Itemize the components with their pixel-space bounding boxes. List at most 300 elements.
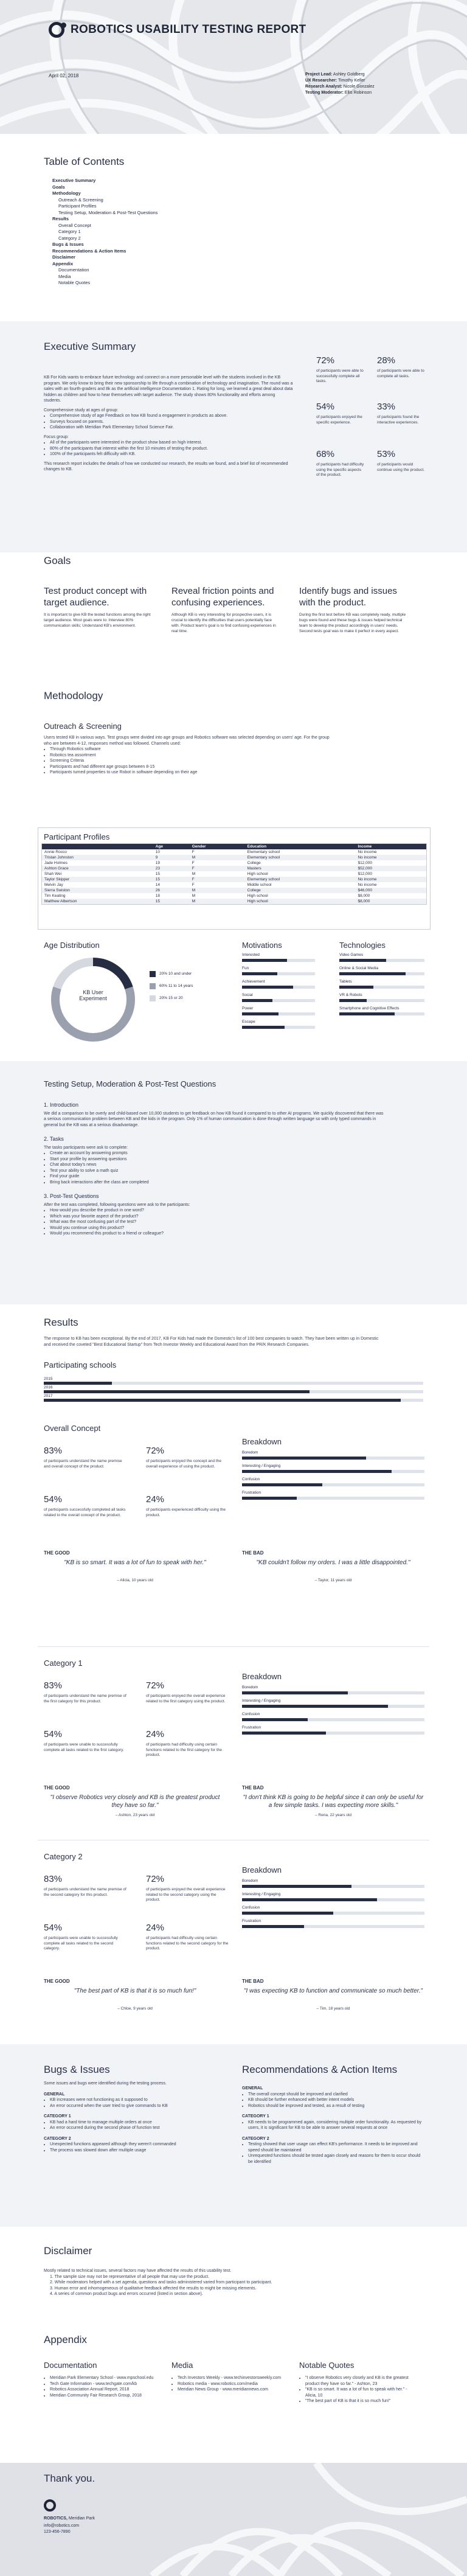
- bar-label: Smartphone and Cognitive Effects: [339, 1006, 400, 1011]
- exec-focus-head: Focus group:: [44, 434, 69, 439]
- table-cell: Shah Wei: [44, 872, 62, 876]
- list-item: • Would you continue using this product?: [50, 1225, 384, 1231]
- list-item: • The process was slowed down after multiple usage: [50, 2148, 226, 2154]
- table-cell: M: [192, 894, 196, 898]
- bar-label: Interesting / Engaging: [242, 1892, 281, 1896]
- table-cell: Melvin Jay: [44, 883, 63, 887]
- table-cell: M: [190, 899, 245, 905]
- list-item: • The overall concept should be improved and clarified: [248, 2092, 424, 2098]
- bar-fill: [339, 999, 367, 1002]
- participant-profiles-table: [41, 843, 427, 905]
- stat-caption: of participants enjoyed the overall experience related to the second category using the product.: [146, 1887, 226, 1902]
- table-cell: M: [190, 888, 245, 893]
- list-item: • 80% of the participants that interest within the first 10 minutes of testing the product.: [50, 446, 293, 452]
- disclaimer-title: Disclaimer: [44, 2245, 92, 2257]
- toc-item[interactable]: Media: [58, 273, 71, 279]
- toc-item[interactable]: Category 2: [58, 235, 81, 241]
- bar-fill: [242, 1925, 304, 1928]
- bar-fill: [339, 959, 386, 962]
- table-cell: Elementary school: [245, 855, 356, 860]
- bar-fill: [242, 1470, 392, 1473]
- table-row: [42, 893, 427, 899]
- table-cell: No income: [358, 850, 377, 854]
- school-year-label: 2016: [44, 1385, 53, 1390]
- bar-label: Boredom: [242, 1879, 258, 1883]
- table-cell: Tristan Johnston: [42, 855, 153, 860]
- list-item: • 100% of the participants felt difficulty with KB.: [50, 451, 293, 458]
- table-cell: No income: [355, 877, 426, 882]
- table-cell: 9: [153, 855, 190, 860]
- table-cell: Matthew Albertson: [42, 899, 153, 905]
- exec-bullets-head: Comprehensive study at ages of group:: [44, 408, 119, 413]
- disclaimer-item: 1. The sample size may not be representative of all people that may use the product.: [50, 2274, 210, 2279]
- stat-caption: of participants had difficulty using certain functions related to the first category for the product.: [146, 1742, 223, 1757]
- table-cell: High school: [245, 899, 356, 905]
- appendix-item[interactable]: • Meridian Community Fair Research Group, 2018: [50, 2393, 159, 2399]
- table-cell: No income: [358, 883, 377, 887]
- list-item: • KB increases were not functioning as it supposed to: [50, 2097, 226, 2103]
- table-cell: 14: [155, 883, 160, 887]
- stat-caption: of participants were able to successfully complete all tasks.: [316, 369, 364, 383]
- table-cell: High school: [247, 894, 268, 898]
- bar-label: Frustration: [242, 1491, 261, 1495]
- credit-person: Nicole Gonzalez: [343, 85, 375, 89]
- footer-company-name: ROBOTICS,: [44, 2516, 67, 2521]
- list-item: • Bring back interactions after the class are completed: [50, 1180, 384, 1186]
- cover-header: [0, 0, 467, 134]
- outreach-paragraph: Users tested KB in various ways. Test groups were divided into age groups and Robotics software was selected depending on users' age. For the group who are between 4-12, responses method was followed. Channels used:: [44, 736, 330, 746]
- toc-item[interactable]: Goals: [52, 184, 65, 190]
- goal-card: [44, 585, 153, 628]
- table-cell: Middle school: [247, 883, 272, 887]
- disclaimer-list: [44, 2274, 384, 2297]
- legend-swatch: [150, 995, 156, 1001]
- table-row: [42, 882, 427, 888]
- table-cell: Tim Keating: [44, 894, 66, 898]
- credit-role: UX Researcher:: [305, 78, 337, 83]
- bar-fill: [242, 1457, 366, 1460]
- stat-value: 83%: [44, 1446, 63, 1456]
- bar-fill: [242, 1732, 326, 1735]
- table-cell: M: [192, 872, 196, 876]
- thank-you-title: Thank you.: [44, 2473, 95, 2484]
- appendix-title: Appendix: [44, 2334, 87, 2345]
- toc-item[interactable]: Bugs & Issues: [52, 242, 84, 247]
- school-year-label: 2015: [44, 1377, 53, 1381]
- bar-fill: [242, 999, 272, 1002]
- credit-line: [305, 90, 375, 96]
- goal-heading: Test product concept with target audience.: [44, 586, 147, 608]
- motivations-title: Motivations: [242, 941, 282, 950]
- bar-fill: [242, 972, 277, 975]
- stat-value: 68%: [316, 449, 335, 459]
- school-bar: [44, 1399, 401, 1402]
- technologies-title: Technologies: [339, 941, 386, 950]
- table-cell: 19: [155, 861, 160, 865]
- group-list: [44, 2120, 226, 2131]
- appendix-list: [44, 2375, 159, 2398]
- intro-paragraph: We did a comparison to be overly and child-based over 10,000 students to get feedback on how KB found it compared to to other AI programs. We quickly discovered that there was a serious communication problem between KB and the kids in the program. Only 1% of human communication is done through written language so with only typed commands in general but the KB was at a serious disadvantage.: [44, 1111, 384, 1127]
- table-row: [42, 855, 427, 860]
- bar-fill: [242, 1718, 308, 1721]
- bar-label: Power: [242, 1006, 254, 1011]
- column-header: Income: [355, 844, 426, 850]
- table-cell: M: [190, 855, 245, 860]
- table-cell: Elementary school: [245, 877, 356, 882]
- bad-quote-author: – Rena, 22 years old: [315, 1813, 351, 1817]
- table-cell: Sierra Swiston: [42, 888, 153, 893]
- list-item: • Collaboration with Meridian Park Elementary School Science Fair.: [50, 425, 293, 431]
- list-item: • KB had a hard time to manage multiple orders at once: [50, 2120, 226, 2126]
- footer-company-place: Meridian Park: [68, 2516, 95, 2521]
- footer-email[interactable]: info@robotics.com: [44, 2524, 80, 2528]
- bar-fill: [339, 986, 373, 989]
- good-quote: "The best part of KB is that it is so much fun!": [74, 1988, 196, 1994]
- stat-value: 24%: [146, 1729, 165, 1739]
- list-item: • Robotics tea assortment: [50, 753, 336, 759]
- table-header-row: [42, 844, 427, 850]
- post-test-questions: [44, 1208, 384, 1237]
- report-credits: [305, 72, 375, 96]
- table-cell: 10: [155, 850, 160, 854]
- appendix-item[interactable]: • Tech Gate Information - www.techgate.com/kb: [50, 2381, 159, 2387]
- stat-caption: of participants understand the name premise of the second category for this product.: [44, 1887, 126, 1897]
- report-title: ROBOTICS USABILITY TESTING REPORT: [71, 23, 306, 36]
- bar-fill: [242, 1691, 348, 1694]
- footer-logo-icon: [44, 2499, 56, 2512]
- credit-role: Project Lead:: [305, 72, 333, 77]
- toc-item[interactable]: Documentation: [58, 267, 89, 273]
- table-cell: Jade Holmes: [44, 861, 67, 865]
- stat-value: 54%: [44, 1729, 63, 1739]
- stat-value: 54%: [44, 1494, 63, 1505]
- toc-item[interactable]: Results: [52, 216, 69, 221]
- bar-label: Achievement: [242, 980, 265, 984]
- credit-person: Ellis Robinson: [344, 91, 372, 95]
- table-row: [42, 860, 427, 866]
- credit-role: Testing Moderator:: [305, 91, 344, 95]
- goal-heading: Identify bugs and issues with the product.: [299, 586, 397, 608]
- legend-swatch: [150, 971, 156, 977]
- list-item: • Unexpected functions appeared although they weren't commanded: [50, 2142, 226, 2148]
- column-header: [42, 844, 153, 850]
- bar-fill: [242, 1026, 285, 1029]
- stat-caption: of participants were able to complete all tasks.: [377, 369, 424, 378]
- group-list: [242, 2120, 424, 2131]
- bad-label: THE BAD: [242, 1550, 264, 1556]
- footer-phone: 123-456-7890: [44, 2530, 71, 2534]
- tasks-intro: The tasks participants were ask to complete:: [44, 1145, 128, 1150]
- age-distribution-title: Age Distribution: [44, 941, 100, 950]
- appendix-list: [171, 2375, 287, 2393]
- appendix-item[interactable]: • Robotics media - www.robotics.com/media: [178, 2381, 287, 2387]
- legend-swatch: [150, 983, 156, 989]
- exec-focus-list: [44, 440, 293, 458]
- recommendations-title: Recommendations & Action Items: [242, 2064, 398, 2075]
- group-list: [242, 2142, 424, 2165]
- stat-caption: of participants enjoyed the specific experience.: [316, 415, 362, 425]
- list-item: • Which was your favorite aspect of the product?: [50, 1214, 384, 1220]
- stat-value: 24%: [146, 1494, 165, 1505]
- divider: [38, 1646, 429, 1647]
- appendix-item[interactable]: • Meridian News Group - www.meridiannews.com: [178, 2387, 287, 2393]
- toc-title: Table of Contents: [44, 156, 125, 167]
- table-cell: F: [190, 866, 245, 871]
- bar-label: Boredom: [242, 1685, 258, 1690]
- stat-caption: of participants understand the name premise of the first category for this product.: [44, 1694, 126, 1704]
- table-cell: F: [192, 861, 195, 865]
- participating-schools-title: Participating schools: [44, 1360, 117, 1370]
- bar-fill: [242, 1898, 377, 1901]
- bar-fill: [242, 959, 287, 962]
- table-cell: F: [192, 883, 195, 887]
- bar-label: Confusion: [242, 1712, 260, 1716]
- setup-title: Testing Setup, Moderation & Post-Test Questions: [44, 1079, 216, 1088]
- list-item: • How would you describe the product in one word?: [50, 1208, 384, 1214]
- appendix-item[interactable]: • Robotics Association Annual Report, 2018: [50, 2387, 159, 2393]
- appendix-item[interactable]: • "The best part of KB is that it is so much fun!": [305, 2398, 415, 2404]
- bar-label: Confusion: [242, 1906, 260, 1910]
- bar-label: Frustration: [242, 1725, 261, 1730]
- stat-value: 28%: [377, 355, 396, 366]
- table-row: [42, 871, 427, 877]
- bar-label: Video Games: [339, 953, 364, 957]
- section-title: Overall Concept: [44, 1424, 101, 1433]
- bar-label: Confusion: [242, 1477, 260, 1481]
- list-item: • Unrequested functions should be tested again closely and reasons for them to occur should be identified: [248, 2153, 424, 2165]
- column-header: Gender: [190, 844, 245, 850]
- toc-item[interactable]: Testing Setup, Moderation & Post-Test Questions: [58, 209, 158, 215]
- list-item: • Create an account by answering prompts: [50, 1150, 384, 1157]
- stat-value: 83%: [44, 1680, 63, 1691]
- bar-label: Fun: [242, 966, 249, 970]
- good-quote: "KB is so smart. It was a lot of fun to speak with her.": [64, 1559, 206, 1566]
- post-test-intro: After the test was completed, following questions were ask to the participants:: [44, 1202, 190, 1207]
- bar-label: Interesting / Engaging: [242, 1699, 281, 1703]
- setup-text: [44, 1102, 384, 1237]
- stat-caption: of participants found the interactive experiences.: [377, 415, 420, 425]
- list-item: • Testing showed that user usage can effect KB's performance. It needs to be improved and speed should be maintained: [248, 2142, 424, 2153]
- bad-label: THE BAD: [242, 1785, 264, 1791]
- toc-item[interactable]: Disclaimer: [52, 254, 75, 260]
- appendix-item[interactable]: • Meridian Park Elementary School - www.mpschool.edu: [50, 2375, 159, 2381]
- stat-value: 72%: [146, 1874, 165, 1884]
- bar-fill: [242, 1497, 297, 1500]
- stat-value: 54%: [316, 402, 335, 412]
- stat-value: 24%: [146, 1923, 165, 1933]
- table-cell: $8,000: [358, 894, 370, 898]
- group-heading: GENERAL: [242, 2086, 263, 2090]
- bar-label: Tablets: [339, 980, 352, 984]
- toc-item[interactable]: Participant Profiles: [58, 203, 97, 209]
- list-item: • Screening Criteria: [50, 758, 336, 764]
- outreach-title: Outreach & Screening: [44, 722, 122, 731]
- appendix-list: [299, 2375, 415, 2404]
- credit-line: [305, 78, 375, 84]
- section-title: Category 1: [44, 1659, 83, 1668]
- good-label: THE GOOD: [44, 1979, 70, 1984]
- school-year-label: 2017: [44, 1394, 53, 1398]
- good-label: THE GOOD: [44, 1550, 70, 1556]
- good-quote-author: – Alicia, 10 years old: [117, 1578, 153, 1582]
- appendix-item[interactable]: • "KB is so smart. It was a lot of fun to speak with her." - Alicia, 10: [305, 2387, 415, 2398]
- table-cell: $12,000: [358, 861, 372, 865]
- stat-caption: of participants enjoyed the concept and the overall experience of using the product.: [146, 1459, 221, 1469]
- legend-label: 60% 11 to 14 years: [159, 984, 193, 988]
- school-bar: [44, 1390, 310, 1393]
- bad-label: THE BAD: [242, 1979, 264, 1984]
- stat-value: 54%: [44, 1923, 63, 1933]
- school-bar: [44, 1382, 112, 1385]
- stat-value: 72%: [146, 1680, 165, 1691]
- list-item: • An error occurred during the second phase of function test: [50, 2125, 226, 2131]
- goal-card: [171, 585, 281, 634]
- list-item: • Find your guide: [50, 1174, 384, 1180]
- appendix-column-title: Notable Quotes: [299, 2361, 355, 2370]
- bar-fill: [242, 1705, 388, 1708]
- company-logo-icon: [49, 22, 64, 38]
- list-item: • Would you recommend this product to a friend or colleague?: [50, 1231, 384, 1237]
- table-cell: F: [190, 877, 245, 882]
- table-row: [42, 899, 427, 905]
- disclaimer-text: [44, 2268, 384, 2297]
- appendix-column-title: Documentation: [44, 2361, 97, 2370]
- table-row: [42, 888, 427, 893]
- column-header: Age: [153, 844, 190, 850]
- bar-label: Interested: [242, 953, 260, 957]
- section-title: Category 2: [44, 1852, 83, 1861]
- table-row: [42, 877, 427, 882]
- table-cell: $46,000: [355, 888, 426, 893]
- list-item: • Comprehensive study of age Feedback on how KB found a engagement in products as above.: [50, 413, 293, 419]
- disclaimer-item: 3. Human error and inhomogeneous of qualitative feedback affected the results to might be missing elements.: [50, 2286, 257, 2291]
- toc-item[interactable]: Appendix: [52, 260, 74, 266]
- group-list: [44, 2142, 226, 2153]
- bar-fill: [242, 986, 293, 989]
- bar-label: VR & Robots: [339, 993, 362, 997]
- stat-caption: of participants understand the name premise and overall concept of the product.: [44, 1459, 122, 1469]
- bar-label: Escape: [242, 1020, 255, 1024]
- table-cell: 15: [155, 872, 160, 876]
- good-quote-author: – Ashton, 23 years old: [115, 1813, 155, 1817]
- bad-quote: "KB couldn't follow my orders. I was a little disappointed.": [256, 1559, 410, 1566]
- goal-heading: Reveal friction points and confusing experiences.: [171, 586, 274, 608]
- stat-value: 33%: [377, 402, 396, 412]
- table-cell: $52,000: [355, 866, 426, 871]
- table-row: [42, 866, 427, 871]
- list-item: • Through Robotics software: [50, 747, 336, 753]
- bad-quote-author: – Tim, 18 years old: [316, 2007, 350, 2011]
- bar-fill: [242, 1012, 278, 1015]
- stat-value: 72%: [146, 1446, 165, 1456]
- toc-item[interactable]: Outreach & Screening: [58, 197, 103, 203]
- toc-item[interactable]: Overall Concept: [58, 222, 91, 228]
- list-item: • KB needs to be programmed again, considering multiple order functionality. As requested by users, it is significant for KB to be able to answer several requests at once: [248, 2120, 424, 2131]
- stat-value: 83%: [44, 1874, 63, 1884]
- table-cell: 18: [155, 894, 160, 898]
- group-list: [44, 2097, 226, 2109]
- goal-card: [299, 585, 409, 634]
- group-heading: CATEGORY 1: [44, 2114, 71, 2118]
- table-cell: 15: [153, 899, 190, 905]
- cover-pattern: [0, 0, 467, 134]
- bugs-intro: Some issues and bugs were identified during the testing process.: [44, 2081, 167, 2086]
- table-cell: F: [192, 850, 195, 854]
- stat-value: 72%: [316, 355, 335, 366]
- good-label: THE GOOD: [44, 1785, 70, 1791]
- credit-person: Ashley Goldberg: [333, 72, 365, 77]
- bar-label: Frustration: [242, 1919, 261, 1923]
- table-cell: High school: [247, 872, 268, 876]
- bugs-groups: [44, 2092, 226, 2154]
- toc-item[interactable]: Category 1: [58, 229, 81, 234]
- goal-text: It is important to give KB the tested functions among the right target audience. Most goals were to: Interview 80% communication skills; Understand KB's environment.: [44, 613, 151, 628]
- breakdown-title: Breakdown: [242, 1437, 282, 1446]
- exec-bullet-list: [44, 413, 293, 431]
- stat-caption: of participants were unable to successfully complete all tasks related to the first category.: [44, 1742, 124, 1752]
- donut-slice: [93, 962, 129, 988]
- bar-label: Online & Social Media: [339, 966, 378, 970]
- bad-quote: "I don't think KB is going to be helpful since it can only be useful for a few simple tasks. I was expecting more skills.": [243, 1794, 424, 1809]
- tasks-list: [44, 1150, 384, 1185]
- bar-label: Boredom: [242, 1450, 258, 1455]
- good-quote: "I observe Robotics very closely and KB is the greatest product they have so far.": [50, 1794, 220, 1809]
- participant-profiles-title: Participant Profiles: [44, 832, 110, 841]
- table-cell: Ashton Grace: [42, 866, 153, 871]
- table-cell: Elementary school: [247, 850, 280, 854]
- toc-item[interactable]: Recommendations & Action Items: [52, 248, 126, 254]
- bar-fill: [339, 1012, 395, 1015]
- donut-slice: [57, 962, 93, 988]
- table-cell: No income: [355, 855, 426, 860]
- bugs-title: Bugs & Issues: [44, 2064, 110, 2075]
- list-item: • Test your ability to solve a math quiz: [50, 1168, 384, 1174]
- table-cell: $12,000: [358, 872, 372, 876]
- appendix-item[interactable]: • Tech Investors Weekly - www.techinvestorsweekly.com: [178, 2375, 287, 2381]
- list-item: • An error occurred when the user tried to give commands to KB: [50, 2103, 226, 2109]
- table-cell: $8,000: [355, 899, 426, 905]
- table-cell: College: [247, 861, 261, 865]
- results-title: Results: [44, 1317, 78, 1328]
- stat-caption: of participants had difficulty using the specific aspects of the product.: [316, 462, 364, 477]
- intro-heading: 1. Introduction: [44, 1102, 79, 1108]
- table-cell: College: [245, 888, 356, 893]
- report-title-block: [49, 22, 306, 38]
- stat-caption: of participants experienced difficulty using the product.: [146, 1508, 226, 1517]
- disclaimer-item: 4. A series of common product bugs and errors occurred (listed in section above).: [50, 2292, 203, 2296]
- group-list: [242, 2092, 424, 2109]
- bad-quote: "I was expecting KB to function and communicate so much better.": [243, 1988, 423, 1994]
- group-heading: GENERAL: [44, 2092, 65, 2097]
- goals-title: Goals: [44, 555, 71, 566]
- appendix-item[interactable]: • "I observe Robotics very closely and KB is the greatest product they have so far." - Ashton, 23: [305, 2375, 415, 2387]
- table-cell: Masters: [245, 866, 356, 871]
- appendix-column-title: Media: [171, 2361, 193, 2370]
- stat-caption: of participants successfully completed all tasks related to the overall concept of the product.: [44, 1508, 126, 1517]
- list-item: • Robotics should be improved and tested, as a result of testing: [248, 2103, 424, 2109]
- credit-person: Timothy Keller: [337, 78, 365, 83]
- list-item: • Participants and had different age groups between 8-15: [50, 764, 336, 770]
- toc-item[interactable]: Executive Summary: [52, 178, 96, 183]
- post-test-heading: 3. Post-Test Questions: [44, 1193, 99, 1199]
- bar-fill: [242, 1885, 351, 1888]
- bar-fill: [339, 972, 406, 975]
- table-row: [42, 849, 427, 855]
- toc-item[interactable]: Notable Quotes: [58, 280, 91, 285]
- executive-summary-title: Executive Summary: [44, 341, 136, 352]
- breakdown-title: Breakdown: [242, 1865, 282, 1875]
- toc-item[interactable]: Methodology: [52, 190, 81, 196]
